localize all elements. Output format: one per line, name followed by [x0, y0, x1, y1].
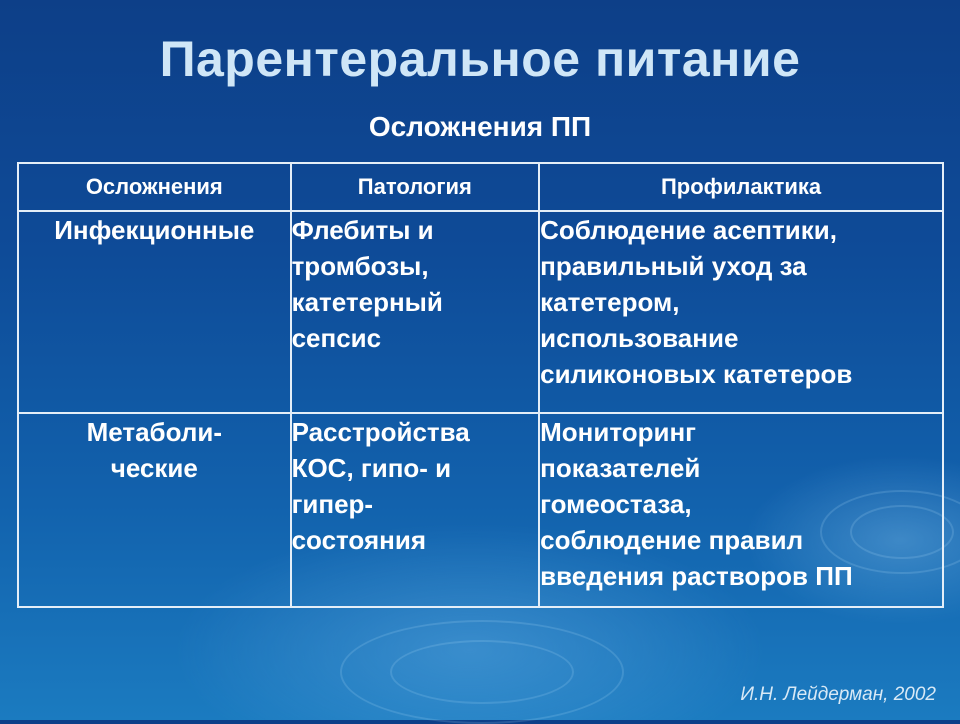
complications-table: [17, 162, 944, 608]
cell-pathology: [291, 413, 540, 607]
cell-line: Метаболи-: [86, 417, 222, 447]
cell-line: катетерный: [291, 287, 443, 317]
cell-line: Соблюдение асептики,: [540, 215, 837, 245]
background-ripple: [340, 620, 624, 724]
cell-line: показателей: [540, 453, 701, 483]
slide-title: Парентеральное питание: [159, 31, 801, 87]
cell-line: введения растворов ПП: [540, 561, 853, 591]
slide-subtitle: Осложнения ПП: [368, 111, 592, 142]
cell-line: гипер-: [291, 489, 374, 519]
cell-line: Инфекционные: [54, 215, 255, 245]
cell-complication: [18, 211, 291, 413]
cell-line: КОС, гипо- и: [291, 453, 452, 483]
cell-line: правильный уход за: [540, 251, 807, 281]
cell-pathology: [291, 211, 540, 413]
header-pathology: Патология: [291, 163, 540, 211]
header-prevention: Профилактика: [539, 163, 943, 211]
cell-line: сепсис: [291, 323, 382, 353]
cell-prevention: [539, 211, 943, 413]
cell-line: соблюдение правил: [540, 525, 804, 555]
header-complications: Осложнения: [18, 163, 291, 211]
cell-line: использование: [540, 323, 739, 353]
table-header-row: [18, 163, 943, 211]
cell-prevention: [539, 413, 943, 607]
cell-line: катетером,: [540, 287, 680, 317]
author-citation: И.Н. Лейдерман, 2002: [740, 684, 936, 705]
cell-line: силиконовых катетеров: [540, 359, 853, 389]
cell-line: ческие: [110, 453, 198, 483]
cell-line: гомеостаза,: [540, 489, 692, 519]
cell-line: Флебиты и: [291, 215, 434, 245]
cell-complication: [18, 413, 291, 607]
cell-line: Мониторинг: [540, 417, 697, 447]
table-row: [18, 211, 943, 413]
table-row: [18, 413, 943, 607]
cell-line: состояния: [291, 525, 426, 555]
cell-line: тромбозы,: [291, 251, 429, 281]
cell-line: Расстройства: [291, 417, 470, 447]
